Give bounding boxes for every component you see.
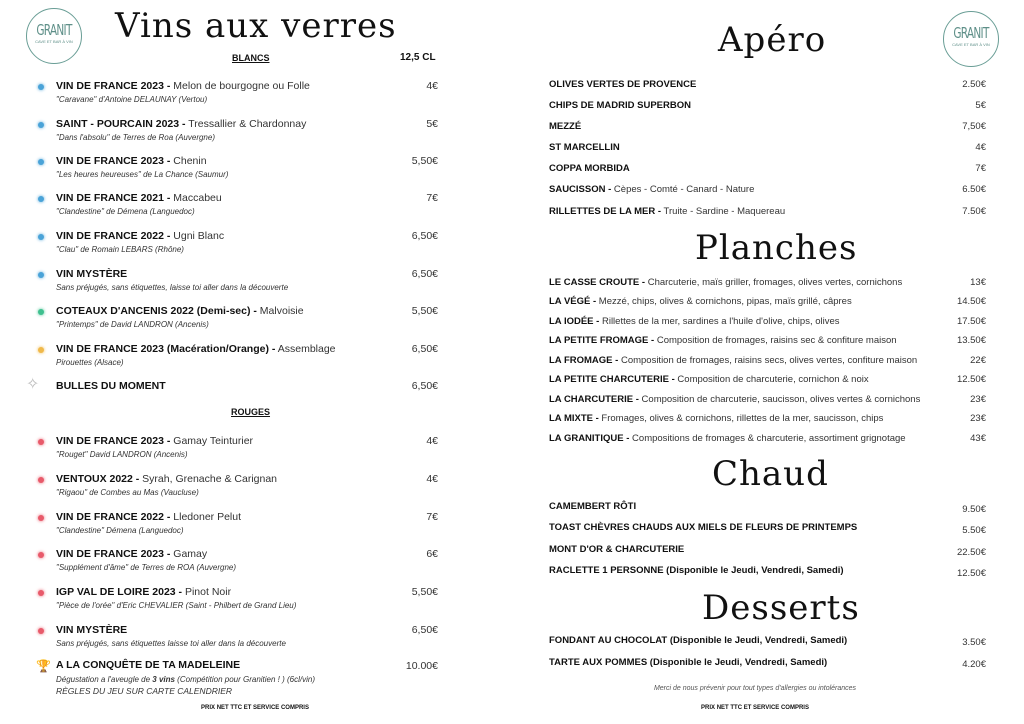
wine-price: 5,50€: [411, 305, 438, 317]
chaud-title: Chaud: [712, 454, 829, 494]
wine-item: [56, 548, 207, 560]
planches-item-price: 23€: [970, 413, 986, 424]
planches-item: [549, 413, 883, 424]
apero-item-name: COPPA MORBIDA: [549, 163, 630, 174]
apero-item-price: 7€: [975, 163, 986, 174]
wine-grape: Maccabeu: [170, 192, 222, 204]
wine-producer: "Les heures heureuses" de La Chance (Saumur): [56, 170, 229, 179]
wine-item: [56, 473, 277, 485]
madeleine-desc: Dégustation a l'aveugle de: [56, 675, 153, 684]
wine-color-dot-icon: [38, 234, 44, 240]
planches-item: [549, 433, 906, 444]
wine-grape: Lledoner Pelut: [170, 511, 242, 523]
wine-item: [56, 511, 241, 523]
wine-name: VIN MYSTÈRE: [56, 624, 128, 636]
granit-logo-right: [943, 11, 999, 67]
planches-item-desc: Composition de fromages, raisins sec & confiture maison: [654, 335, 897, 346]
planches-item-name: LA GRANITIQUE -: [549, 433, 630, 444]
madeleine-desc-end: (Compétition pour Granitien ! ) (6cl/vin): [174, 675, 316, 684]
planches-item-price: 14.50€: [956, 296, 986, 307]
planches-item-price: 13€: [970, 277, 986, 288]
planches-item: [549, 316, 840, 327]
wine-grape: Malvoisie: [256, 305, 304, 317]
wine-color-dot-icon: [38, 628, 44, 634]
wine-price: 5,50€: [411, 155, 438, 167]
right-footer: PRIX NET TTC ET SERVICE COMPRIS: [701, 705, 809, 711]
apero-item-name: OLIVES VERTES DE PROVENCE: [549, 79, 697, 90]
wine-color-dot-icon: [38, 309, 44, 315]
chaud-item-name: MONT D'OR & CHARCUTERIE: [549, 544, 685, 555]
planches-item-name: LA MIXTE -: [549, 413, 599, 424]
wine-producer: Sans préjugés, sans étiquettes, laisse toi aller dans la découverte: [56, 283, 289, 292]
wine-grape: Assemblage: [275, 343, 336, 355]
desserts-item-name: TARTE AUX POMMES (Disponible le Jeudi, Vendredi, Samedi): [549, 657, 828, 668]
planches-item-desc: Mezzé, chips, olives & cornichons, pipas, maïs grillé, câpres: [596, 296, 852, 307]
chaud-item: [549, 501, 636, 512]
planches-item-desc: Rillettes de la mer, sardines a l'huile d'olive, chips, olives: [599, 316, 840, 327]
planches-item-name: LE CASSE CROUTE -: [549, 277, 646, 288]
desserts-item-price: 4.20€: [962, 659, 986, 670]
wine-price: 4€: [426, 435, 438, 447]
wine-color-dot-icon: [38, 122, 44, 128]
wine-item: [56, 380, 166, 392]
wine-item: [56, 192, 222, 204]
left-footer: PRIX NET TTC ET SERVICE COMPRIS: [201, 705, 309, 711]
wine-item: [56, 586, 231, 598]
apero-item: [549, 163, 630, 174]
wine-grape: Chenin: [170, 155, 207, 167]
logo-text: GRANIT: [953, 24, 989, 42]
desserts-item-price: 3.50€: [962, 637, 986, 648]
wine-color-dot-icon: [38, 159, 44, 165]
wine-producer: "Rigaou" de Combes au Mas (Vaucluse): [56, 488, 199, 497]
wine-grape: Tressallier & Chardonnay: [185, 118, 307, 130]
wines-title: Vins aux verres: [115, 6, 397, 46]
wine-price: 4€: [426, 80, 438, 92]
chaud-item: [549, 565, 844, 576]
rouges-heading: ROUGES: [231, 407, 271, 417]
apero-item-name: ST MARCELLIN: [549, 142, 620, 153]
apero-title: Apéro: [718, 20, 827, 60]
volume-label: 12,5 CL: [400, 52, 436, 63]
blancs-heading: BLANCS: [232, 53, 270, 63]
wine-name: BULLES DU MOMENT: [56, 380, 166, 392]
wine-grape: Ugni Blanc: [170, 230, 225, 242]
planches-item: [549, 277, 902, 288]
wine-name: VIN DE FRANCE 2023 (Macération/Orange) -: [56, 343, 276, 355]
wine-color-dot-icon: [38, 590, 44, 596]
wine-name: IGP VAL DE LOIRE 2023 -: [56, 586, 183, 598]
wine-grape: Pinot Noir: [182, 586, 232, 598]
desserts-item: [549, 657, 827, 668]
wine-name: VENTOUX 2022 -: [56, 473, 140, 485]
wine-item: [56, 305, 304, 317]
planches-item-desc: Composition de charcuterie, cornichon & noix: [674, 374, 869, 385]
chaud-item: [549, 544, 684, 555]
planches-item-price: 22€: [970, 355, 986, 366]
madeleine-desc-bold: 3 vins: [152, 675, 175, 684]
wine-name: VIN DE FRANCE 2023 -: [56, 80, 171, 92]
granit-logo: [26, 8, 82, 64]
apero-item: [549, 184, 754, 195]
wine-grape: Syrah, Grenache & Carignan: [139, 473, 278, 485]
planches-title: Planches: [695, 228, 858, 268]
planches-item-desc: Composition de fromages, raisins secs, olives vertes, confiture maison: [618, 355, 918, 366]
wine-producer: "Caravane" d'Antoine DELAUNAY (Vertou): [56, 95, 208, 104]
wine-item: [56, 435, 253, 447]
wine-color-dot-icon: [38, 515, 44, 521]
wine-color-dot-icon: [38, 347, 44, 353]
chaud-item-price: 22.50€: [956, 547, 986, 558]
planches-item-desc: Fromages, olives & cornichons, rillettes de la mer, saucisson, chips: [598, 413, 884, 424]
apero-item-name: CHIPS DE MADRID SUPERBON: [549, 100, 691, 111]
wine-price: 5€: [426, 118, 438, 130]
desserts-item: [549, 635, 847, 646]
planches-item-desc: Composition de charcuterie, saucisson, olives vertes & cornichons: [638, 394, 921, 405]
apero-item-price: 7.50€: [962, 206, 986, 217]
planches-item-price: 13.50€: [956, 335, 986, 346]
logo-tagline: CAVE ET BAR À VIN: [952, 42, 990, 47]
wine-price: 6,50€: [411, 624, 438, 636]
chaud-item-name: RACLETTE 1 PERSONNE (Disponible le Jeudi, Vendredi, Samedi): [549, 565, 844, 576]
trophy-icon: 🏆: [36, 659, 51, 673]
planches-item-desc: Compositions de fromages & charcuterie, assortiment grignotage: [629, 433, 906, 444]
wine-producer: Pirouettes (Alsace): [56, 358, 124, 367]
allergy-note: Merci de nous prévenir pour tout types d'allergies ou intolérances: [653, 685, 857, 692]
apero-item-name: SAUCISSON -: [549, 184, 612, 195]
desserts-item-name: FONDANT AU CHOCOLAT (Disponible le Jeudi, Vendredi, Samedi): [549, 635, 848, 646]
wine-name: VIN DE FRANCE 2022 -: [56, 230, 171, 242]
apero-item-price: 7,50€: [962, 121, 986, 132]
bubbles-illustration-icon: ✧: [26, 376, 40, 393]
wine-color-dot-icon: [38, 439, 44, 445]
wine-item: [56, 155, 207, 167]
planches-item-price: 23€: [970, 394, 986, 405]
wine-price: 6,50€: [411, 380, 438, 392]
planches-item-price: 17.50€: [956, 316, 986, 327]
wine-grape: Gamay: [170, 548, 208, 560]
apero-item-price: 4€: [975, 142, 986, 153]
planches-item-name: LA PETITE CHARCUTERIE -: [549, 374, 675, 385]
planches-item-name: LA IODÉE -: [549, 316, 600, 327]
logo-tagline: CAVE ET BAR À VIN: [35, 39, 73, 44]
wine-color-dot-icon: [38, 272, 44, 278]
chaud-item-name: CAMEMBERT RÔTI: [549, 501, 637, 512]
wine-color-dot-icon: [38, 84, 44, 90]
wine-color-dot-icon: [38, 477, 44, 483]
wine-item: [56, 230, 224, 242]
wine-price: 5,50€: [411, 586, 438, 598]
apero-item-name: RILLETTES DE LA MER -: [549, 206, 662, 217]
wine-price: 6€: [426, 548, 438, 560]
wine-item: [56, 268, 127, 280]
wine-price: 7€: [426, 511, 438, 523]
wine-item: [56, 624, 127, 636]
wine-producer: "Clandestine" Démena (Languedoc): [56, 526, 184, 535]
wine-grape: Melon de bourgogne ou Folle: [170, 80, 310, 92]
madeleine-rules: RÈGLES DU JEU SUR CARTE CALENDRIER: [56, 686, 233, 696]
wine-producer: "Clandestine" de Démena (Languedoc): [56, 207, 195, 216]
wine-color-dot-icon: [38, 196, 44, 202]
wine-name: VIN DE FRANCE 2023 -: [56, 548, 171, 560]
wine-item: [56, 118, 306, 130]
wine-name: SAINT - POURCAIN 2023 -: [56, 118, 186, 130]
wine-name: VIN DE FRANCE 2023 -: [56, 435, 171, 447]
apero-item: [549, 121, 581, 132]
planches-item-name: LA VÉGÉ -: [549, 296, 597, 307]
wine-producer: "Pièce de l'orée" d'Eric CHEVALIER (Saint - Philbert de Grand Lieu): [56, 601, 297, 610]
logo-text: GRANIT: [36, 21, 72, 39]
wine-name: VIN DE FRANCE 2023 -: [56, 155, 171, 167]
apero-item-name: MEZZÉ: [549, 121, 582, 132]
planches-item-name: LA PETITE FROMAGE -: [549, 335, 655, 346]
wine-producer: "Dans l'absolu" de Terres de Roa (Auvergne): [56, 133, 215, 142]
planches-item: [549, 394, 920, 405]
planches-item: [549, 335, 897, 346]
madeleine-price: 10.00€: [405, 660, 438, 672]
apero-item-price: 2.50€: [962, 79, 986, 90]
chaud-item-price: 12.50€: [956, 568, 986, 579]
wine-name: VIN DE FRANCE 2022 -: [56, 511, 171, 523]
wine-item: [56, 343, 336, 355]
apero-item-desc: Truite - Sardine - Maquereau: [661, 206, 786, 217]
chaud-item-price: 9.50€: [962, 504, 986, 515]
wine-name: COTEAUX D'ANCENIS 2022 (Demi-sec) -: [56, 305, 257, 317]
apero-item: [549, 79, 696, 90]
chaud-item-name: TOAST CHÈVRES CHAUDS AUX MIELS DE FLEURS DE PRINTEMPS: [549, 522, 858, 533]
wine-item: [56, 80, 310, 92]
desserts-title: Desserts: [702, 588, 860, 628]
apero-item-price: 6.50€: [962, 184, 986, 195]
apero-item: [549, 142, 620, 153]
chaud-item: [549, 522, 857, 533]
wine-producer: "Rouget" David LANDRON (Ancenis): [56, 450, 188, 459]
apero-item: [549, 100, 691, 111]
apero-item-price: 5€: [975, 100, 986, 111]
wine-grape: Gamay Teinturier: [170, 435, 254, 447]
wine-price: 4€: [426, 473, 438, 485]
wine-producer: "Supplément d'âme" de Terres de ROA (Auvergne): [56, 563, 237, 572]
wine-producer: "Printemps" de David LANDRON (Ancenis): [56, 320, 209, 329]
wine-producer: "Clau" de Romain LEBARS (Rhône): [56, 245, 184, 254]
wine-price: 6,50€: [411, 268, 438, 280]
wine-price: 6,50€: [411, 343, 438, 355]
planches-item: [549, 296, 852, 307]
madeleine-name: A LA CONQUÊTE DE TA MADELEINE: [56, 659, 241, 671]
wine-price: 7€: [426, 192, 438, 204]
planches-item-price: 12.50€: [956, 374, 986, 385]
chaud-item-price: 5.50€: [962, 525, 986, 536]
apero-item: [549, 206, 785, 217]
planches-item-name: LA FROMAGE -: [549, 355, 619, 366]
planches-item-name: LA CHARCUTERIE -: [549, 394, 639, 405]
wine-producer: Sans préjugés, sans étiquettes laisse toi aller dans la découverte: [56, 639, 286, 648]
wine-price: 6,50€: [411, 230, 438, 242]
planches-item-desc: Charcuterie, maïs griller, fromages, olives vertes, cornichons: [645, 277, 903, 288]
planches-item: [549, 355, 917, 366]
wine-name: VIN DE FRANCE 2021 -: [56, 192, 171, 204]
wine-name: VIN MYSTÈRE: [56, 268, 128, 280]
planches-item: [549, 374, 869, 385]
apero-item-desc: Cèpes - Comté - Canard - Nature: [611, 184, 755, 195]
planches-item-price: 43€: [970, 433, 986, 444]
wine-color-dot-icon: [38, 552, 44, 558]
